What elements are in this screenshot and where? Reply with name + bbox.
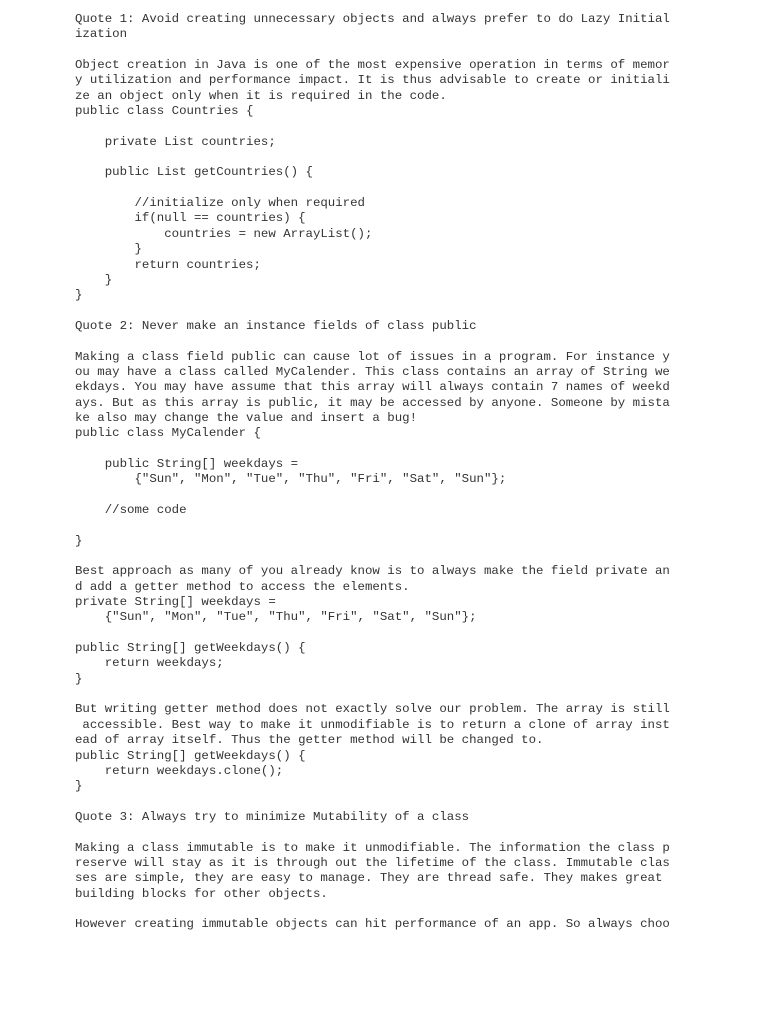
text-line: return countries; [75,257,261,272]
text-line: But writing getter method does not exactly solve our problem. The array is still [75,702,670,717]
blank-line [75,334,755,349]
text-line: reserve will stay as it is through out the lifetime of the class. Immutable clas [75,855,670,870]
text-line: public class MyCalender { [75,426,261,441]
blank-line [75,518,755,533]
blank-line [75,626,755,641]
text-line: private String[] weekdays = [75,595,276,610]
text-line: } [75,779,83,794]
blank-line [75,795,755,810]
text-line: Making a class immutable is to make it unmodifiable. The information the class p [75,840,670,855]
text-line: countries = new ArrayList(); [75,226,373,241]
text-line: return weekdays; [75,656,224,671]
text-line: Quote 2: Never make an instance fields of class public [75,318,477,333]
text-line: Quote 3: Always try to minimize Mutability of a class [75,809,470,824]
text-line: Object creation in Java is one of the most expensive operation in terms of memor [75,58,670,73]
blank-line [75,825,755,840]
text-line: if(null == countries) { [75,211,306,226]
text-line: } [75,533,83,548]
document-page [75,12,755,933]
blank-line [75,43,755,58]
text-line: } [75,671,83,686]
blank-line [75,902,755,917]
text-line: Best approach as many of you already know is to always make the field private an [75,564,670,579]
text-line: accessible. Best way to make it unmodifiable is to return a clone of array inst [75,717,670,732]
blank-line [75,442,755,457]
text-line: return weekdays.clone(); [75,763,284,778]
text-line: y utilization and performance impact. It is thus advisable to create or initiali [75,73,670,88]
blank-line [75,304,755,319]
text-line: private List countries; [75,134,276,149]
text-line: public List getCountries() { [75,165,313,180]
text-line: //initialize only when required [75,196,365,211]
blank-line [75,549,755,564]
text-line: ke also may change the value and insert a bug! [75,410,418,425]
blank-line [75,488,755,503]
text-line: } [75,288,83,303]
text-line: ays. But as this array is public, it may be accessed by anyone. Someone by mista [75,395,670,410]
text-line: } [75,242,142,257]
text-line: ze an object only when it is required in the code. [75,88,447,103]
text-line: However creating immutable objects can hit performance of an app. So always choo [75,917,670,932]
blank-line [75,687,755,702]
text-line: //some code [75,503,187,517]
text-line: ekdays. You may have assume that this array will always contain 7 names of weekd [75,380,670,395]
text-line: Quote 1: Avoid creating unnecessary objects and always prefer to do Lazy Initial [75,12,670,26]
text-line: Making a class field public can cause lot of issues in a program. For instance y [75,349,670,364]
text-line: } [75,272,113,287]
blank-line [75,181,755,196]
text-line: ou may have a class called MyCalender. This class contains an array of String we [75,364,670,379]
text-line: public String[] getWeekdays() { [75,641,306,656]
blank-line [75,119,755,134]
blank-line [75,150,755,165]
text-line: ization [75,27,128,42]
text-line: d add a getter method to access the elements. [75,579,410,594]
text-line: building blocks for other objects. [75,886,328,901]
text-line: ead of array itself. Thus the getter method will be changed to. [75,733,544,748]
text-line: public String[] getWeekdays() { [75,748,306,763]
text-line: {"Sun", "Mon", "Tue", "Thu", "Fri", "Sat", "Sun"}; [75,610,477,625]
text-line: ses are simple, they are easy to manage. They are thread safe. They makes great [75,871,663,886]
text-line: public class Countries { [75,104,254,119]
text-line: {"Sun", "Mon", "Tue", "Thu", "Fri", "Sat", "Sun"}; [75,472,507,487]
text-line: public String[] weekdays = [75,456,299,471]
